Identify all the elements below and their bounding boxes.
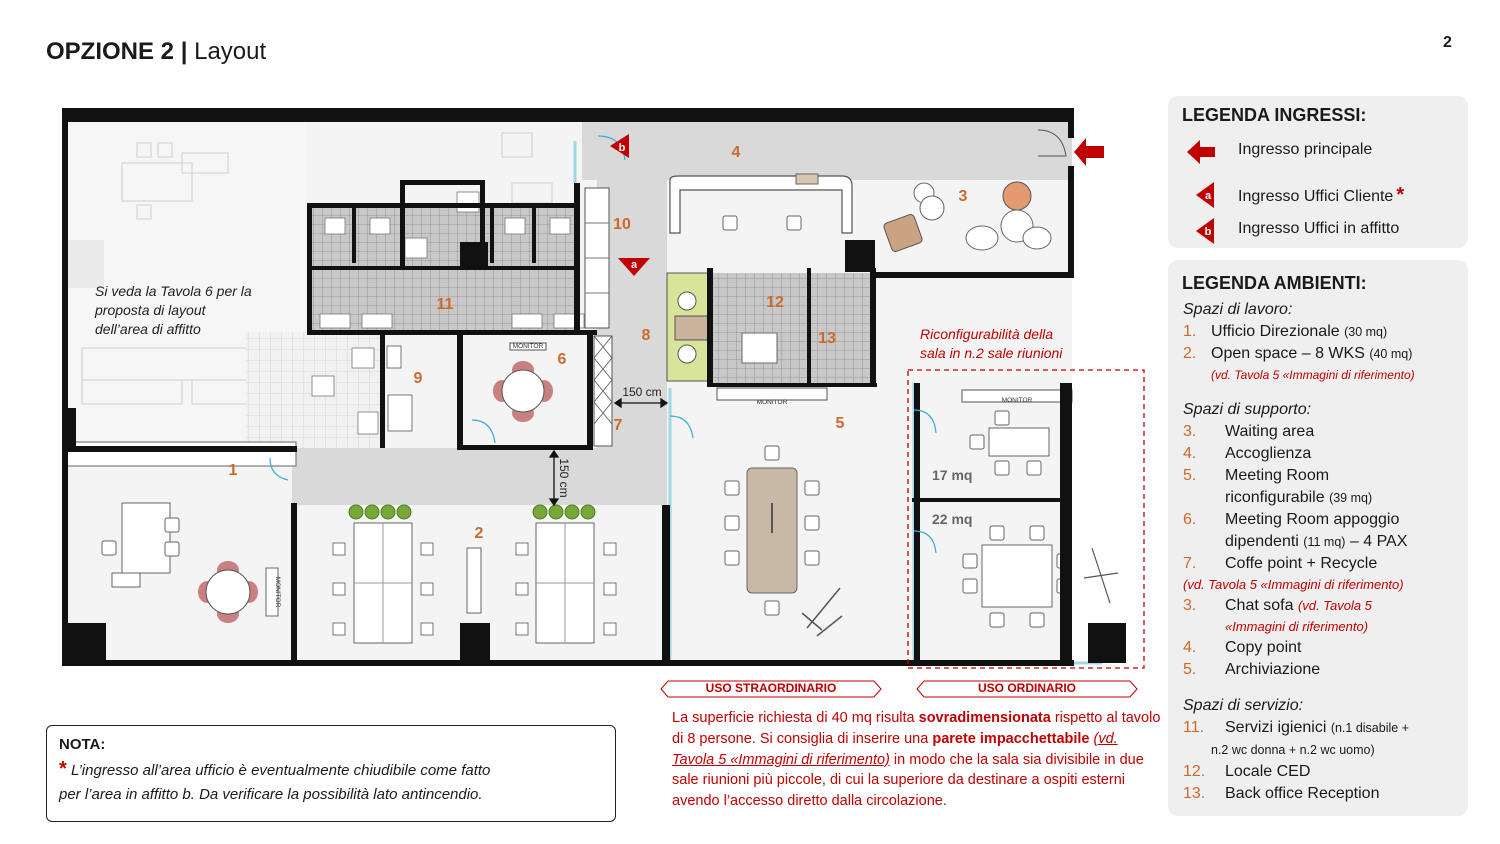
monitor-label-6: MONITOR bbox=[512, 343, 544, 350]
legend-item-4: 4. Accoglienza bbox=[1183, 445, 1312, 462]
page-title bbox=[46, 38, 266, 66]
room-label-7: 7 bbox=[613, 417, 623, 434]
floor-plan bbox=[62, 108, 1152, 678]
monitor-label-5: MONITOR bbox=[756, 399, 788, 406]
legend-item-11: 11. Servizi igienici (n.1 disabile + bbox=[1183, 719, 1409, 736]
asterisk-icon: * bbox=[59, 758, 67, 780]
room-label-10: 10 bbox=[613, 216, 631, 233]
legend-item-chat-sofa: 3. Chat sofa (vd. Tavola 5 bbox=[1183, 597, 1372, 614]
room-13-back-office bbox=[809, 273, 874, 383]
legend-item-6: 6. Meeting Room appoggio bbox=[1183, 511, 1400, 528]
category-servizio: Spazi di servizio: bbox=[1183, 697, 1304, 714]
dimension-vertical: 150 cm bbox=[557, 458, 571, 498]
legend-item-2: 2. Open space – 8 WKS (40 mq) bbox=[1183, 345, 1413, 362]
corridor-top bbox=[582, 122, 1072, 180]
page-number: 2 bbox=[1443, 34, 1452, 51]
legend-item-3: 3. Waiting area bbox=[1183, 423, 1315, 440]
meeting-room-note: La superficie richiesta di 40 mq risulta sovradimensionata rispetto al tavolo di 8 persone. Si consiglia di inserire una parete impacchettabile (vd. Tavola 5 «Immagini di riferimento) in modo che la sala sia divisibile in due sale riunioni più piccole, di cui la superiore da destinare a ospiti esterni avendo l’accesso diretto dalla circolazione. bbox=[672, 710, 1161, 810]
arrow-b-icon bbox=[1182, 218, 1216, 244]
svg-text:a: a bbox=[630, 259, 638, 271]
legend-item-13: 13. Back office Reception bbox=[1183, 785, 1380, 802]
note-title: NOTA: bbox=[59, 736, 106, 753]
legend-ambienti-title: LEGENDA AMBIENTI: bbox=[1182, 273, 1367, 293]
room-label-2: 2 bbox=[474, 525, 484, 542]
room-label-9: 9 bbox=[413, 370, 423, 387]
monitor-label-1: MONITOR bbox=[274, 576, 281, 608]
legend-item-12: 12. Locale CED bbox=[1183, 763, 1311, 780]
area-22-mq: 22 mq bbox=[932, 511, 973, 527]
title-layout: Layout bbox=[194, 38, 267, 65]
room-label-13: 13 bbox=[818, 330, 836, 347]
monitor-label-17: MONITOR bbox=[1001, 397, 1033, 404]
legend-ref-2: (vd. Tavola 5 «Immagini di riferimento) bbox=[1211, 368, 1415, 382]
category-lavoro: Spazi di lavoro: bbox=[1183, 301, 1293, 318]
note-box bbox=[46, 725, 616, 822]
svg-text:b: b bbox=[618, 142, 626, 154]
corridor-horizontal bbox=[292, 448, 667, 505]
legend-ambienti-list: Spazi di lavoro: 1. Ufficio Direzionale (30 mq) 2. Open space – 8 WKS (40 mq) (vd. Tavola 5 «Immagini di riferimento) Spazi di supporto: 3. Waiting area 4. Accoglienza 5. Meeting Room riconfigurabile (39 mq) 6. Meeting Room appoggio dipendenti (11 mq) – 4 PAX 7. Coffe point + Recycle (vd. Tavola 5 «Immagini di riferimento) 3. Chat sofa (vd. Tavola 5 «Immagini di riferimento) 4. Copy point 5. Archiviazione Spazi di servizio: 11. Servizi igienici (n.1 disabile + n.2 wc donna + n.2 wc uomo) 12. Locale CED 13. Back office Reception bbox=[1183, 299, 1468, 805]
room-label-4: 4 bbox=[731, 144, 741, 161]
room-label-8: 8 bbox=[641, 327, 651, 344]
room-label-12: 12 bbox=[766, 294, 784, 311]
room-label-6: 6 bbox=[557, 351, 567, 368]
legend-ref-7: (vd. Tavola 5 «Immagini di riferimento) bbox=[1183, 577, 1404, 592]
note-body: * L’ingresso all’area ufficio è eventualmente chiudibile come fatto per l’area in affitto b. Da verificare la possibilità lato antincendio. bbox=[59, 758, 491, 803]
area-17-mq: 17 mq bbox=[932, 467, 973, 483]
legend-ingressi: LEGENDA INGRESSI: Ingresso principale a Ingresso Uffici Cliente * b Ingresso Uffici in affitto bbox=[1168, 96, 1468, 248]
room-label-3: 3 bbox=[958, 188, 968, 205]
dimension-horizontal: 150 cm bbox=[622, 385, 662, 399]
svg-text:a: a bbox=[1204, 190, 1212, 202]
svg-text:b: b bbox=[1204, 226, 1212, 238]
rental-area-note: Si veda la Tavola 6 per la proposta di layout dell’area di affitto bbox=[95, 283, 252, 337]
room-12-ced bbox=[709, 273, 809, 383]
legend-ambienti bbox=[1168, 260, 1468, 816]
legend-item-7: 7. Coffe point + Recycle bbox=[1183, 555, 1378, 572]
big-arrow-icon bbox=[1182, 139, 1216, 165]
room-label-11: 11 bbox=[436, 296, 454, 313]
legend-item-1: 1. Ufficio Direzionale (30 mq) bbox=[1183, 323, 1388, 340]
room-label-1: 1 bbox=[228, 462, 238, 479]
legend-ingressi-title: LEGENDA INGRESSI: bbox=[1182, 105, 1367, 125]
arrow-a-icon bbox=[1182, 182, 1216, 208]
legend-item-archiviazione: 5. Archiviazione bbox=[1183, 661, 1321, 678]
main-entrance-arrow-icon bbox=[1074, 138, 1104, 166]
tag-uso-ordinario: USO ORDINARIO bbox=[916, 680, 1138, 698]
tag-uso-straordinario: USO STRAORDINARIO bbox=[660, 680, 882, 698]
reconfig-annotation: Riconfigurabilità della sala in n.2 sale riunioni bbox=[920, 326, 1063, 361]
category-supporto: Spazi di supporto: bbox=[1183, 401, 1312, 418]
legend-item-copy-point: 4. Copy point bbox=[1183, 639, 1302, 656]
room-label-5: 5 bbox=[835, 415, 845, 432]
legend-item-5: 5. Meeting Room bbox=[1183, 467, 1330, 484]
title-option: OPZIONE 2 | bbox=[46, 38, 188, 65]
